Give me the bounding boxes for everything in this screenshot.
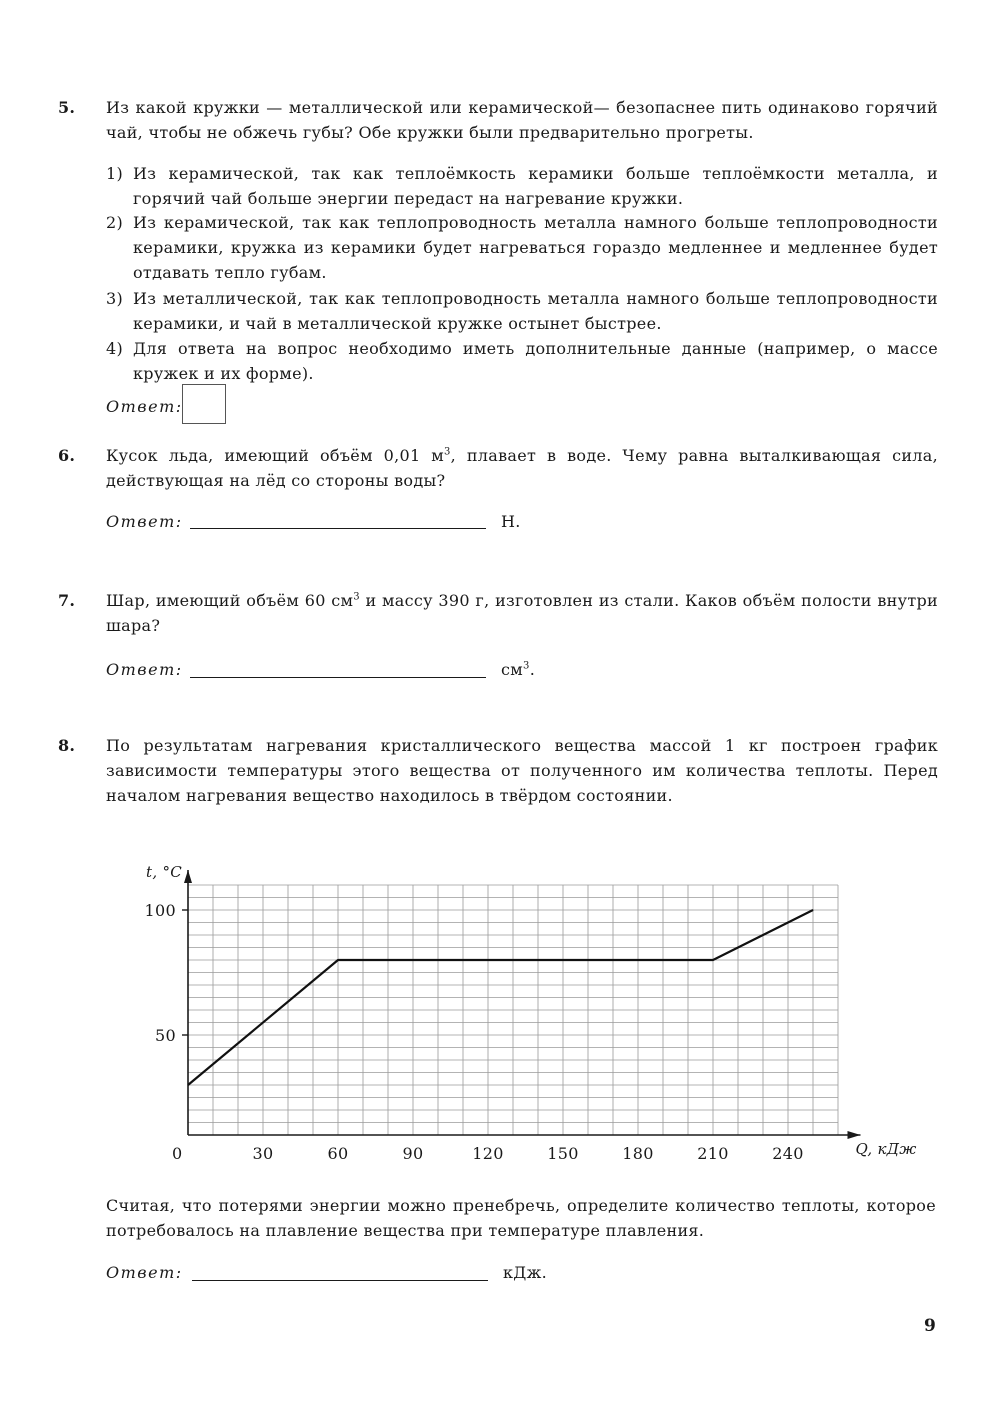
question-6-answer-unit: Н. — [501, 512, 521, 531]
option-number: 4) — [106, 339, 124, 358]
question-5-number: 5. — [58, 98, 76, 117]
x-tick-label: 120 — [472, 1144, 504, 1163]
question-7-number: 7. — [58, 591, 76, 610]
question-6-text-b: , плавает в воде. Чему равна выталкивающая сила, действующая на лёд со стороны воды? — [106, 446, 938, 490]
data-point — [188, 1085, 189, 1086]
chart-axes — [146, 863, 917, 1158]
option-text: Из металлической, так как теплопроводность металла намного больше теплопроводности керамики, и чай в металлической кружке остынет быстрее. — [133, 289, 938, 333]
question-8-answer-unit: кДж. — [503, 1263, 548, 1282]
question-5-answer-label: Ответ: — [106, 397, 183, 416]
x-tick-label: 90 — [402, 1144, 424, 1163]
option-number: 3) — [106, 289, 124, 308]
question-8-answer-line[interactable] — [192, 1280, 488, 1281]
y-axis-label: t, °C — [146, 863, 183, 881]
chart-ticks — [145, 901, 804, 1163]
question-7-unit-text: см — [501, 660, 524, 679]
option-number: 1) — [106, 164, 124, 183]
option-text: Из керамической, так как теплопроводность металла намного больше теплопроводности керамики, кружка из керамики будет нагреваться гораздо медленнее и медленнее будет отдавать тепло губам. — [133, 213, 938, 282]
question-5-option-4[interactable] — [106, 336, 938, 386]
x-tick-label: 150 — [547, 1144, 579, 1163]
question-7-text-b: и массу 390 г, изготовлен из стали. Каков объём полости внутри шара? — [106, 591, 938, 635]
data-point — [813, 910, 814, 911]
question-6-text-a: Кусок льда, имеющий объём 0,01 м — [106, 446, 444, 465]
question-7-text — [106, 588, 938, 638]
question-8-answer-label: Ответ: — [106, 1263, 183, 1282]
question-5-option-3[interactable] — [106, 286, 938, 336]
question-6-answer-label: Ответ: — [106, 512, 183, 531]
data-point — [338, 960, 339, 961]
y-tick-label: 50 — [155, 1026, 176, 1045]
question-7-answer-unit — [501, 657, 535, 682]
option-text: Для ответа на вопрос необходимо иметь дополнительные данные (например, о массе кружек и их форме). — [133, 339, 938, 383]
x-axis-arrow — [848, 1131, 861, 1139]
data-point — [713, 960, 714, 961]
question-7-text-a: Шар, имеющий объём 60 см — [106, 591, 354, 610]
question-6-answer-line[interactable] — [190, 528, 486, 529]
question-5-option-1[interactable] — [106, 161, 938, 211]
question-8-text: По результатам нагревания кристаллического вещества массой 1 кг построен график зависимости температуры этого вещества от полученного им количества теплоты. Перед началом нагревания вещество находилось в твёрдом состоянии. — [106, 736, 938, 805]
question-6-number: 6. — [58, 446, 76, 465]
x-tick-label: 30 — [252, 1144, 274, 1163]
x-tick-label: 0 — [172, 1144, 183, 1163]
chart-grid — [188, 885, 838, 1135]
question-5-answer-box[interactable] — [182, 384, 226, 424]
question-6-superscript: 3 — [443, 446, 451, 458]
y-tick-label: 100 — [144, 901, 176, 920]
option-text: Из керамической, так как теплоёмкость керамики больше теплоёмкости металла, и горячий чай больше энергии передаст на нагревание кружки. — [133, 164, 938, 208]
question-7-unit-superscript: 3 — [523, 660, 530, 672]
x-tick-label: 210 — [697, 1144, 729, 1163]
y-axis-arrow — [184, 870, 192, 883]
x-tick-label: 240 — [772, 1144, 804, 1163]
x-axis-label: Q, кДж — [855, 1140, 917, 1158]
question-7-answer-line[interactable] — [190, 677, 486, 678]
heating-chart — [0, 825, 1000, 1165]
question-8-followup-text: Считая, что потерями энергии можно пренебречь, определите количество теплоты, которое потребовалось на плавление вещества при температуре плавления. — [106, 1196, 936, 1240]
question-5-option-2[interactable] — [106, 210, 938, 285]
x-tick-label: 180 — [622, 1144, 654, 1163]
question-7-unit-tail: . — [529, 660, 536, 679]
question-8-number: 8. — [58, 736, 76, 755]
question-7-superscript: 3 — [353, 591, 360, 603]
question-5-text: Из какой кружки — металлической или керамической— безопаснее пить одинаково горячий чай, чтобы не обжечь губы? Обе кружки были предварительно прогреты. — [106, 98, 938, 142]
question-7-answer-label: Ответ: — [106, 660, 183, 679]
option-number: 2) — [106, 213, 124, 232]
question-6-text — [106, 443, 938, 493]
page-number: 9 — [924, 1316, 937, 1336]
x-tick-label: 60 — [327, 1144, 349, 1163]
